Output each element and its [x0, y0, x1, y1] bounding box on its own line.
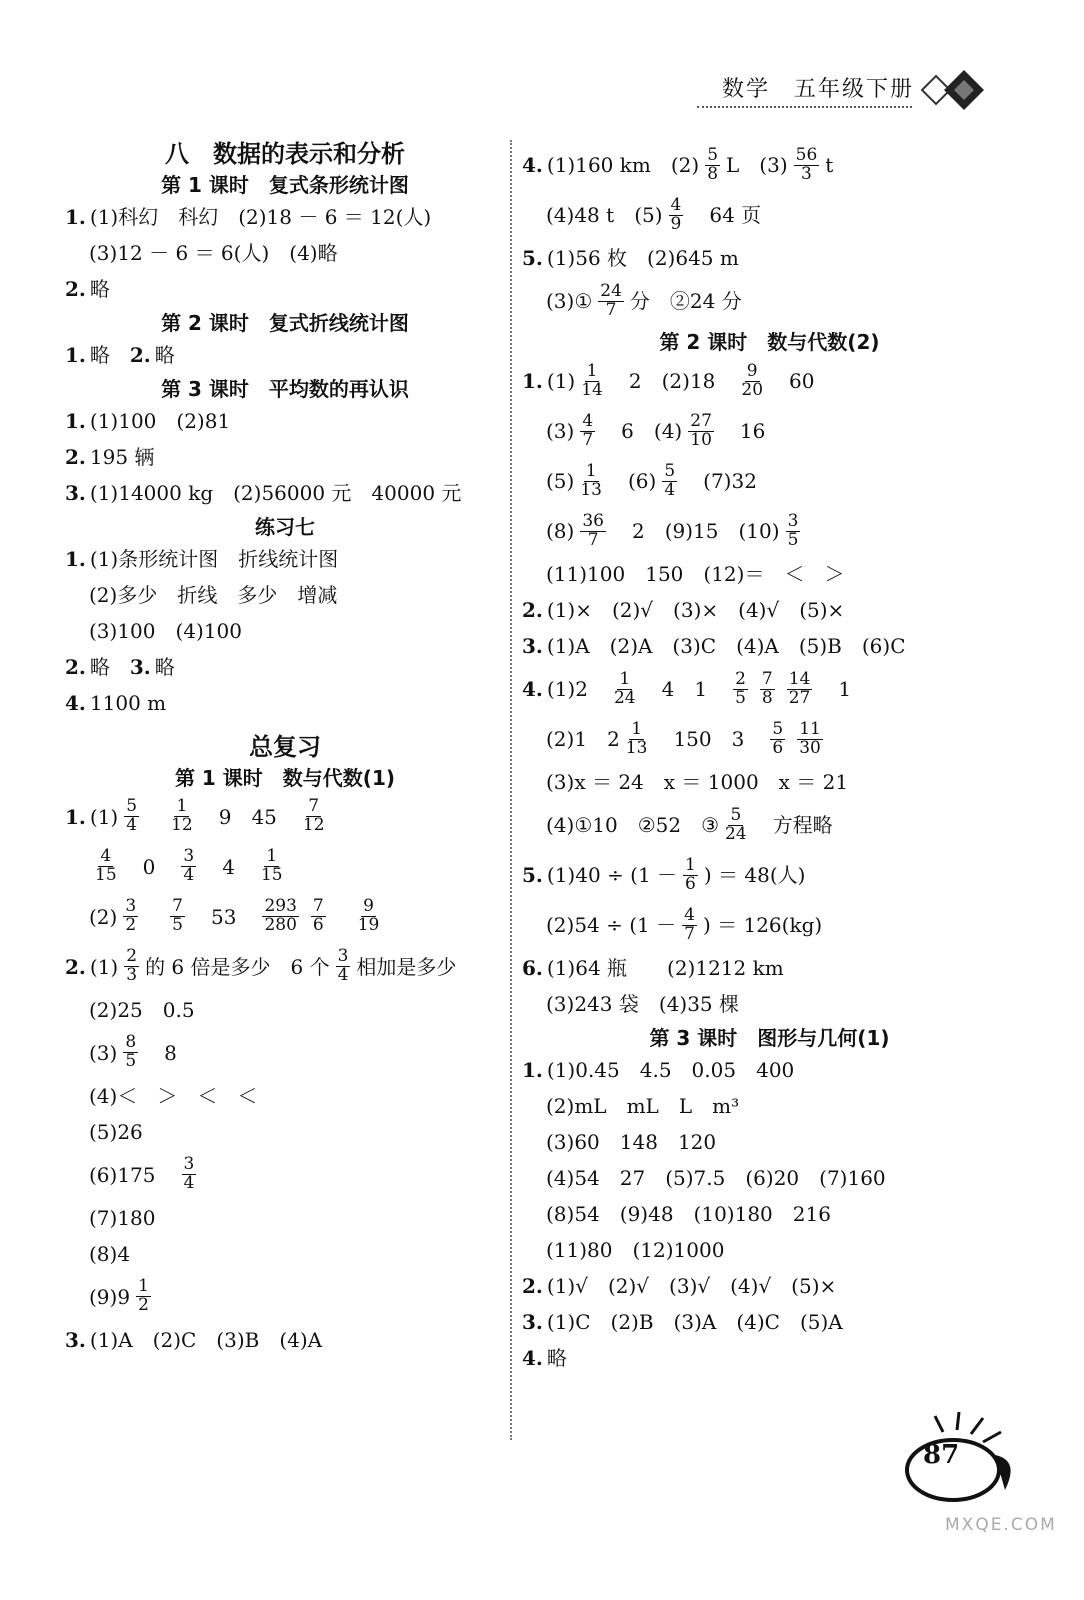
answer-line: (5)26 — [89, 1119, 143, 1144]
answer-line: (2)多少 折线 多少 增减 — [89, 582, 338, 607]
answer-line: (2)54 ÷ (1 － $\frac{4}{7}$ ) ＝ 126(kg) — [546, 904, 823, 944]
answer-line: (3) $\frac{4}{7}$ 6 (4) $\frac{27}{10}$ 16 — [546, 410, 766, 450]
section-title: 总复习 — [249, 732, 321, 761]
right-column — [522, 140, 1017, 1376]
answer-line: (11)100 150 (12)＝ ＜ ＞ — [546, 562, 845, 586]
answer-line: 3. (1)C (2)B (3)A (4)C (5)A — [522, 1310, 843, 1334]
answer-line: 3. (1)A (2)A (3)C (4)A (5)B (6)C — [522, 634, 906, 658]
lesson-heading: 第 2 课时 数与代数(2) — [659, 330, 880, 354]
answer-line: $\frac{4}{15}$ 0 $\frac{3}{4}$ 4 $\frac{1}{15}$ — [95, 846, 283, 886]
answer-line: (2)25 0.5 — [89, 997, 195, 1022]
answer-line: (2) $\frac{3}{2}$ $\frac{7}{5}$ 53 $\frac{293}{280}$ $\frac{7}{6}$ $\frac{9}{19}$ — [89, 896, 380, 936]
answer-line: 1. (1) $\frac{5}{4}$ $\frac{1}{12}$ 9 45 $\frac{7}{12}$ — [65, 796, 325, 836]
answer-line: 2. (1)√ (2)√ (3)√ (4)√ (5)× — [522, 1274, 837, 1298]
answer-line: 4. (1)160 km (2) $\frac{5}{8}$ L (3) $\frac{56}{3}$ t — [522, 144, 834, 184]
answer-line: (8)4 — [89, 1241, 131, 1266]
answer-line: (3)12 － 6 ＝ 6(人) (4)略 — [89, 240, 338, 265]
answer-line: (3)60 148 120 — [546, 1130, 717, 1154]
answer-line: (4)＜ ＞ ＜ ＜ — [89, 1083, 258, 1108]
answer-line: 2. (1)× (2)√ (3)× (4)√ (5)× — [522, 598, 845, 622]
answer-line: (9)9 $\frac{1}{2}$ — [89, 1276, 149, 1316]
page-number: 87 — [923, 1440, 960, 1470]
answer-line: (8) $\frac{36}{7}$ 2 (9)15 (10) $\frac{3}{5}$ — [546, 510, 799, 550]
answer-line: (2)mL mL L m³ — [546, 1094, 740, 1118]
column-divider — [510, 140, 512, 1440]
answer-line: 2. (1) $\frac{2}{3}$ 的 6 倍是多少 6 个 $\frac{3}{4}$ 相加是多少 — [65, 946, 457, 986]
answer-line: 2. 略 3. 略 — [65, 654, 175, 679]
answer-line: 6. (1)64 瓶 (2)1212 km — [522, 956, 784, 980]
answer-line: (4)54 27 (5)7.5 (6)20 (7)160 — [546, 1166, 886, 1190]
answer-line: 4. (1)2 $\frac{1}{24}$ 4 1 $\frac{2}{5}$ $\frac{7}{8}$ $\frac{14}{27}$ 1 — [522, 668, 852, 708]
lesson-heading: 第 1 课时 复式条形统计图 — [161, 172, 409, 197]
header-title: 数学 五年级下册 — [721, 77, 914, 102]
page-footer — [905, 1410, 1057, 1550]
answer-line: (5) $\frac{1}{13}$ (6) $\frac{5}{4}$ (7)32 — [546, 460, 757, 500]
answer-line: (3)100 (4)100 — [89, 618, 243, 643]
page-header — [644, 60, 1004, 140]
answer-line: 5. (1)56 枚 (2)645 m — [522, 246, 739, 270]
answer-line: 3. (1)A (2)C (3)B (4)A — [65, 1327, 323, 1352]
answer-line: 1. (1) $\frac{1}{14}$ 2 (2)18 $\frac{9}{20}$ 60 — [522, 360, 815, 400]
answer-line: (3) $\frac{8}{5}$ 8 — [89, 1032, 177, 1072]
answer-line: 1. (1)条形统计图 折线统计图 — [65, 546, 339, 571]
watermark: MXQE.COM — [945, 1515, 1057, 1535]
answer-line: (4)①10 ②52 ③ $\frac{5}{24}$ 方程略 — [546, 804, 833, 844]
answer-line: 1. (1)0.45 4.5 0.05 400 — [522, 1058, 795, 1082]
answer-line: (3)243 袋 (4)35 棵 — [546, 992, 739, 1016]
answer-line: 1. (1)100 (2)81 — [65, 408, 231, 433]
answer-line: (3)① $\frac{24}{7}$ 分 ②24 分 — [546, 280, 742, 320]
left-column — [65, 140, 505, 1358]
lesson-heading: 第 3 课时 图形与几何(1) — [649, 1026, 890, 1050]
answer-line: (3)x ＝ 24 x ＝ 1000 x ＝ 21 — [546, 770, 849, 794]
answer-line: (7)180 — [89, 1205, 156, 1230]
lesson-heading: 第 3 课时 平均数的再认识 — [161, 376, 409, 401]
section-title: 八 数据的表示和分析 — [165, 140, 405, 168]
answer-line: (8)54 (9)48 (10)180 216 — [546, 1202, 831, 1226]
answer-line: 3. (1)14000 kg (2)56000 元 40000 元 — [65, 480, 462, 505]
lesson-heading: 练习七 — [255, 514, 315, 539]
answer-line: 2. 略 — [65, 276, 110, 301]
answer-line: 1. 略 2. 略 — [65, 342, 175, 367]
answer-line: (11)80 (12)1000 — [546, 1238, 725, 1262]
lesson-heading: 第 2 课时 复式折线统计图 — [161, 310, 409, 335]
lesson-heading: 第 1 课时 数与代数(1) — [174, 765, 396, 790]
header-divider — [697, 106, 912, 108]
answer-line: (6)175 $\frac{3}{4}$ — [89, 1154, 195, 1194]
diamond-logo-icon — [914, 60, 992, 120]
answer-line: 2. 195 辆 — [65, 444, 155, 469]
answer-line: 1. (1)科幻 科幻 (2)18 － 6 ＝ 12(人) — [65, 204, 432, 229]
answer-line: (2)1 2 $\frac{1}{13}$ 150 3 $\frac{5}{6}$ $\frac{11}{30}$ — [546, 718, 821, 758]
answer-line: (4)48 t (5) $\frac{4}{9}$ 64 页 — [546, 194, 762, 234]
answer-line: 5. (1)40 ÷ (1 － $\frac{1}{6}$ ) ＝ 48(人) — [522, 854, 806, 894]
answer-line: 4. 1100 m — [65, 690, 167, 715]
answer-line: 4. 略 — [522, 1346, 567, 1370]
